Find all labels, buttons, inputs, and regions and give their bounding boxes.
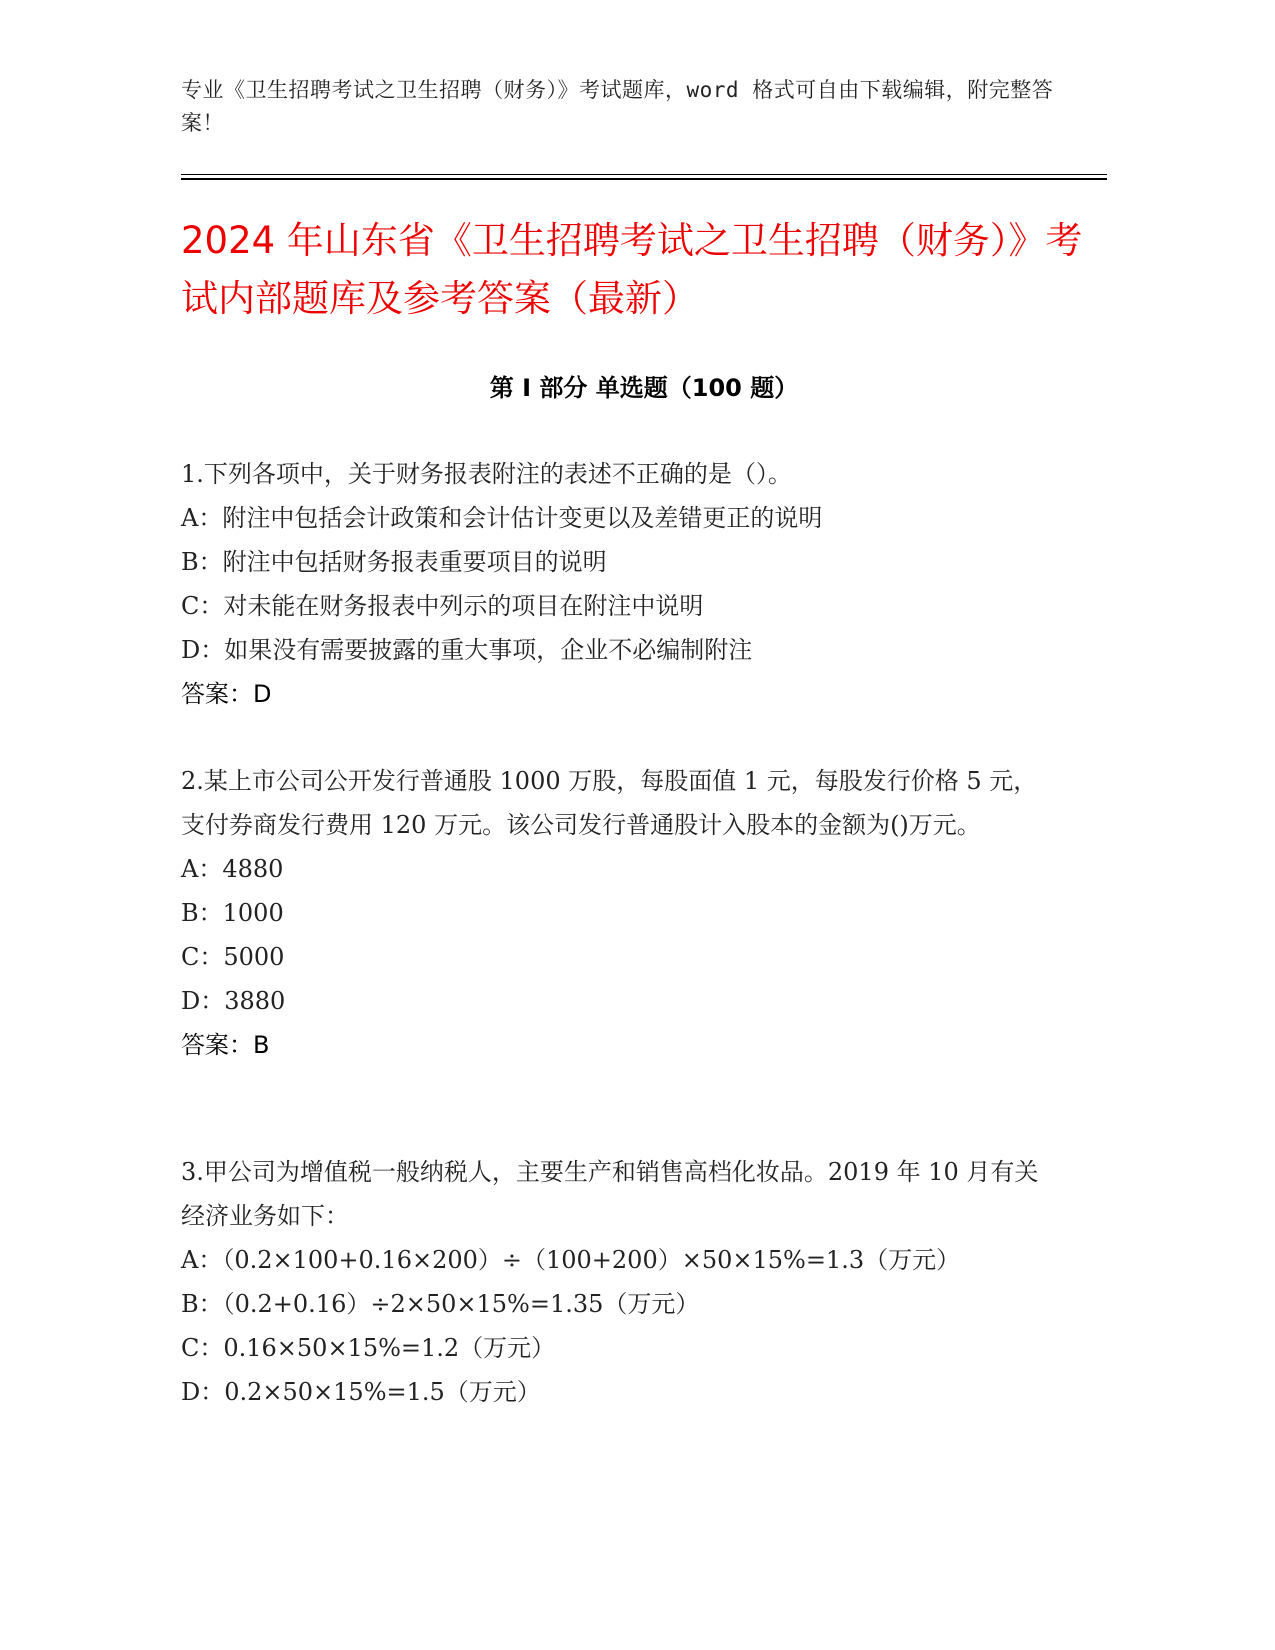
answer-label: 答案： [181,1031,253,1059]
question-stem: 2.某上市公司公开发行普通股 1000 万股，每股面值 1 元，每股发行价格 5 元，支付券商发行费用 120 万元。该公司发行普通股计入股本的金额为()万元。 [181,767,1038,839]
question-3 [181,1150,1061,1414]
option-d: D：0.2×50×15%=1.5（万元） [181,1378,541,1406]
option-b: B：（0.2+0.16）÷2×50×15%=1.35（万元） [181,1290,700,1318]
option-d: D：3880 [181,987,286,1015]
option-b: B：附注中包括财务报表重要项目的说明 [181,548,607,576]
option-d: D：如果没有需要披露的重大事项，企业不必编制附注 [181,636,753,664]
option-a: A：（0.2×100+0.16×200）÷（100+200）×50×15%=1.3（万元） [181,1246,961,1274]
option-b: B：1000 [181,899,284,927]
answer-label: 答案： [181,680,253,708]
question-stem: 3.甲公司为增值税一般纳税人，主要生产和销售高档化妆品。2019 年 10 月有关经济业务如下： [181,1158,1039,1230]
question-stem: 1.下列各项中，关于财务报表附注的表述不正确的是（）。 [181,460,792,488]
answer-value: D [253,680,272,708]
question-2 [181,759,1061,1067]
option-a: A：附注中包括会计政策和会计估计变更以及差错更正的说明 [181,504,823,532]
header-divider-thin [181,174,1107,175]
header-divider-thick [181,178,1107,180]
question-1 [181,452,1061,716]
answer-value: B [253,1031,270,1059]
option-a: A：4880 [181,855,284,883]
section-heading: 第 I 部分 单选题（100 题） [489,374,799,402]
header-note: 专业《卫生招聘考试之卫生招聘（财务）》考试题库，word 格式可自由下载编辑，附完整答案！ [181,78,1054,135]
answer-line [181,1023,1061,1067]
document-title: 2024 年山东省《卫生招聘考试之卫生招聘（财务）》考试内部题库及参考答案（最新） [181,219,1083,320]
option-c: C：对未能在财务报表中列示的项目在附注中说明 [181,592,704,620]
option-c: C：5000 [181,943,285,971]
answer-line [181,672,1061,716]
option-c: C：0.16×50×15%=1.2（万元） [181,1334,556,1362]
